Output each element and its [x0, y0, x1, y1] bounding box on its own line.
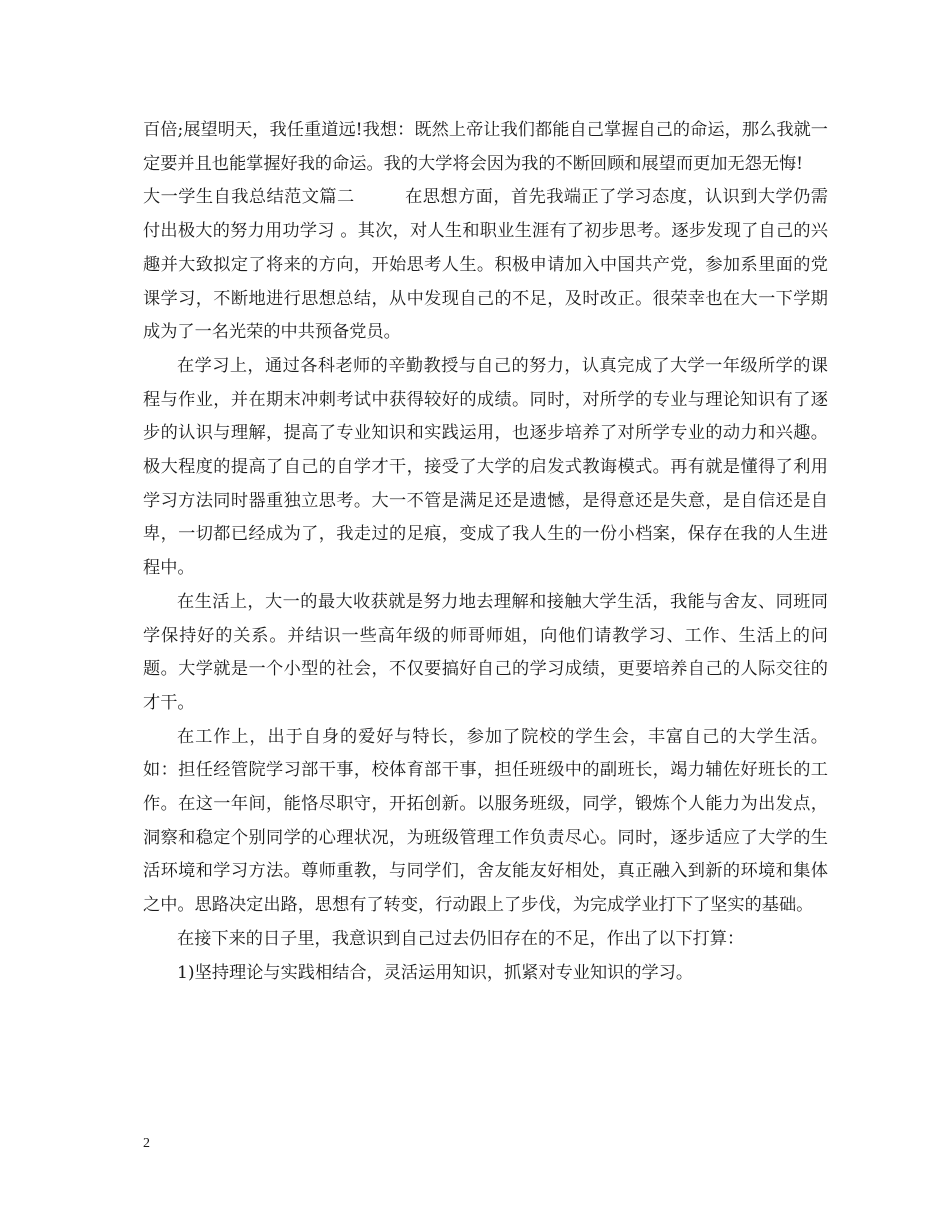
paragraph-thought-text: 在思想方面，首先我端正了学习态度，认识到大学仍需付出极大的努力用功学习 。其次，对人生和职业生涯有了初步思考。逐步发现了自己的兴趣并大致拟定了将来的方向，开始思考人生。积极申请加入中国共产党，参加系里面的党课学习，不断地进行思想总结，从中发现自己的不足，及时改正。很荣幸也在大一下学期成为了一名光荣的中共预备党员。: [143, 187, 828, 343]
paragraph-plan-item-1: 1)坚持理论与实践相结合，灵活运用知识，抓紧对专业知识的学习。: [177, 962, 694, 983]
paragraph-closing: 百倍;展望明天，我任重道远!我想：既然上帝让我们都能自己掌握自己的命运，那么我就一定要并且也能掌握好我的命运。我的大学将会因为我的不断回顾和展望而更加无怨无悔!: [143, 120, 828, 174]
paragraph-plan-intro: 在接下来的日子里，我意识到自己过去仍旧存在的不足，作出了以下打算：: [177, 928, 745, 949]
paragraph-study: 在学习上，通过各科老师的辛勤教授与自己的努力，认真完成了大学一年级所学的课程与作业，并在期末冲刺考试中获得较好的成绩。同时，对所学的专业与理论知识有了逐步的认识与理解，提高了专业知识和实践运用，也逐步培养了对所学专业的动力和兴趣。极大程度的提高了自己的自学才干，接受了大学的启发式教诲模式。再有就是懂得了利用学习方法同时器重独立思考。大一不管是满足还是遗憾，是得意还是失意，是自信还是自卑，一切都已经成为了，我走过的足痕，变成了我人生的一份小档案，保存在我的人生进程中。: [143, 355, 828, 579]
paragraph-work: 在工作上，出于自身的爱好与特长，参加了院校的学生会，丰富自己的大学生活。如：担任经管院学习部干事，校体育部干事，担任班级中的副班长，竭力辅佐好班长的工作。在这一年间，能恪尽职守，开拓创新。以服务班级，同学，锻炼个人能力为出发点，洞察和稳定个别同学的心理状况，为班级管理工作负责尽心。同时，逐步适应了大学的生活环境和学习方法。尊师重教，与同学们，舍友能友好相处，真正融入到新的环境和集体之中。思路决定出路，思想有了转变，行动跟上了步伐，为完成学业打下了坚实的基础。: [143, 726, 828, 916]
page-number: 2: [143, 1136, 150, 1151]
document-page: [143, 114, 828, 990]
paragraph-thought: [143, 181, 828, 350]
section-heading: 大一学生自我总结范文篇二: [143, 187, 355, 208]
paragraph-life: 在生活上，大一的最大收获就是努力地去理解和接触大学生活，我能与舍友、同班同学保持好的关系。并结识一些高年级的师哥师姐，向他们请教学习、工作、生活上的问题。大学就是一个小型的社会，不仅要搞好自己的学习成绩，更要培养自己的人际交往的才干。: [143, 591, 828, 713]
